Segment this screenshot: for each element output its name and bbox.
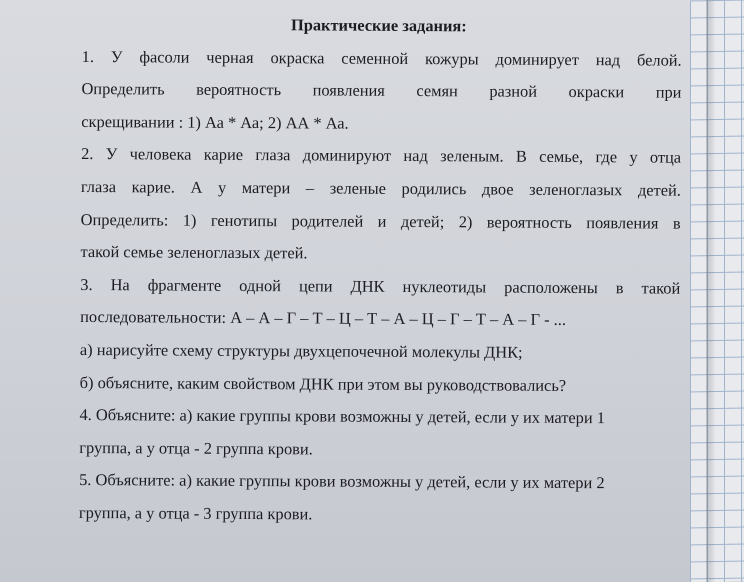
task-5-line-1: 5. Объясните: а) какие группы крови возможны у детей, если у их матери 2: [79, 470, 605, 493]
task-1-line-3: скрещивании : 1) Аа * Аа; 2) АА * Аа.: [81, 111, 349, 133]
task-3-line-1: 3. На фрагменте одной цепи ДНК нуклеотиды расположены в такой: [80, 274, 681, 298]
task-1-line-2: Определить вероятность появления семян разной окраски при: [81, 79, 682, 102]
grid-notebook-page: [690, 0, 744, 582]
task-5-line-2: группа, а у отца - 3 группа крови.: [78, 502, 313, 524]
task-4-line-2: группа, а у отца - 2 группа крови.: [79, 437, 313, 459]
page-heading: Практические задания:: [290, 15, 467, 36]
task-4-line-1: 4. Объясните: а) какие группы крови возможны у детей, если у их матери 1: [79, 405, 606, 428]
assignment-text: [79, 8, 682, 533]
task-3-line-2: последовательности: А – А – Г – Т – Ц – Т – А – Ц – Г – Т – А – Г - ...: [80, 307, 567, 330]
task-2-line-4: такой семье зеленоглазых детей.: [80, 242, 308, 263]
task-3-line-4: б) объясните, каким свойством ДНК при этом вы руководствовались?: [79, 372, 567, 395]
task-2-line-3: Определить: 1) генотипы родителей и детей; 2) вероятность появления в: [80, 209, 681, 233]
paper-edge-shadow: [706, 0, 716, 582]
task-1-line-1: 1. У фасоли черная окраска семенной кожуры доминирует над белой.: [81, 46, 682, 70]
task-3-line-3: а) нарисуйте схему структуры двухцепочечной молекулы ДНК;: [79, 339, 523, 362]
task-2-line-1: 2. У человека карие глаза доминируют над зеленым. В семье, где у отца: [81, 144, 682, 168]
task-2-line-2: глаза карие. А у матери – зеленые родились двое зеленоглазых детей.: [80, 176, 681, 200]
